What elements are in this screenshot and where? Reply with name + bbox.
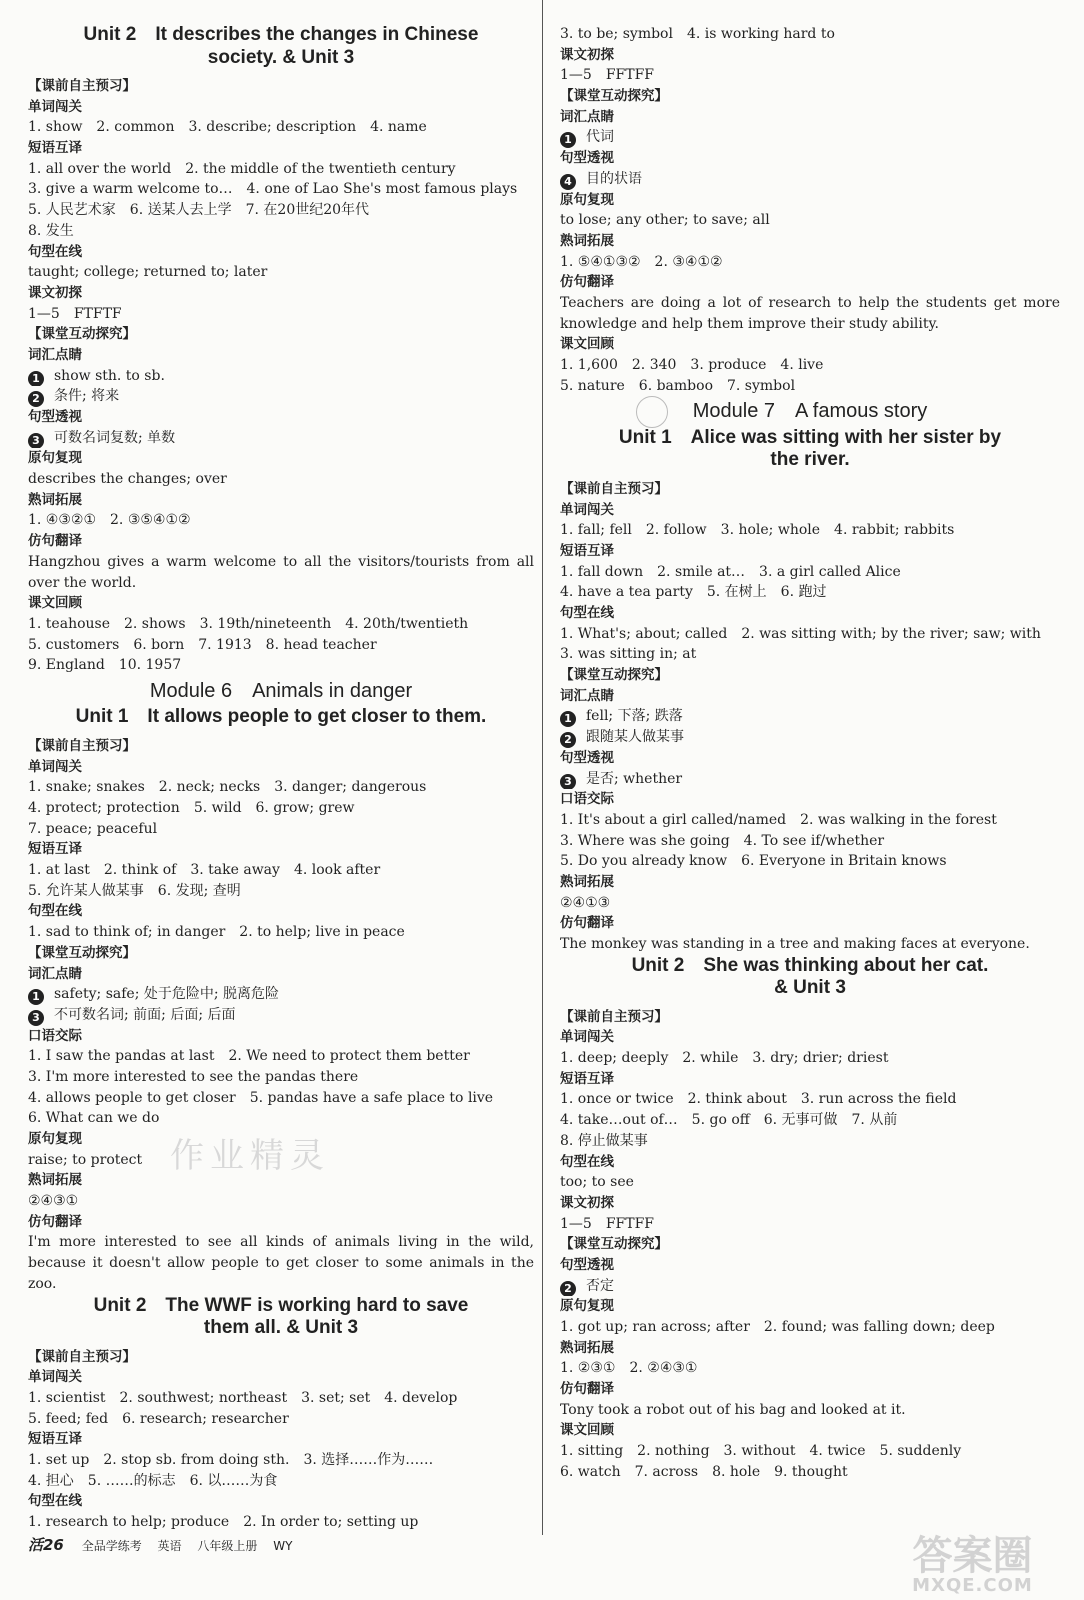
section-header: 【课前自主预习】 — [560, 480, 668, 497]
numbered-answer — [28, 366, 534, 387]
item-number-badge: 2 — [28, 391, 44, 407]
page-footer — [28, 1534, 304, 1555]
answer-line: ②④③① — [28, 1193, 79, 1210]
answer-line: 3. Where was she going 4. To see if/whether — [560, 832, 885, 849]
subsection-label: 词汇点睛 — [28, 965, 82, 982]
answer-line: 5. 人民艺术家 6. 送某人去上学 7. 在20世纪20年代 — [28, 202, 370, 219]
logo-url: MXQE.COM — [912, 1575, 1033, 1596]
subsection-label: 课文回顾 — [560, 336, 614, 353]
answer-line: 1. snake; snakes 2. neck; necks 3. danger; dangerous — [28, 779, 427, 796]
item-number-badge: 1 — [560, 132, 576, 148]
answer-line: 1. at last 2. think of 3. take away 4. look after — [28, 862, 381, 879]
subsection-label: 熟词拓展 — [560, 873, 614, 890]
answer-line: ②④①③ — [560, 894, 611, 911]
answer-line: 1. sad to think of; in danger 2. to help; live in peace — [28, 924, 405, 941]
item-number-badge: 4 — [560, 174, 576, 190]
answer-line: to lose; any other; to save; all — [560, 212, 770, 229]
answer-line: 1—5 FFTFF — [560, 67, 655, 84]
answer-text: 否定 — [586, 1277, 614, 1294]
subsection-label: 短语互译 — [560, 542, 614, 559]
answer-line: 5. feed; fed 6. research; researcher — [28, 1410, 289, 1427]
answer-line: 3. was sitting in; at — [560, 646, 697, 663]
answer-line: 3. to be; symbol 4. is working hard to — [560, 26, 835, 42]
answer-line: 3. give a warm welcome to… 4. one of Lao She's most famous plays — [28, 181, 518, 198]
answer-line: 1. research to help; produce 2. In order to; setting up — [28, 1514, 419, 1531]
grade: 八年级上册 — [197, 1539, 258, 1553]
subsection-label: 熟词拓展 — [560, 1339, 614, 1356]
subsection-label: 单词闯关 — [28, 98, 82, 115]
answer-text: 代词 — [586, 129, 614, 146]
numbered-answer — [28, 428, 534, 449]
subsection-label: 课文初探 — [28, 284, 82, 301]
subsection-label: 课文初探 — [560, 46, 614, 63]
subsection-label: 单词闯关 — [560, 1029, 614, 1046]
subsection-label: 句型透视 — [560, 749, 614, 766]
subsection-label: 课文回顾 — [28, 595, 82, 612]
answer-line: 4. allows people to get closer 5. pandas have a safe place to live — [28, 1089, 494, 1106]
answer-line: 1. fall; fell 2. follow 3. hole; whole 4. rabbit; rabbits — [560, 522, 955, 539]
module-title: Module 6 Animals in danger — [149, 679, 413, 702]
left-column — [28, 24, 534, 1533]
right-column — [560, 24, 1060, 1483]
answer-text: 不可数名词; 前面; 后面; 后面 — [54, 1006, 236, 1023]
answer-text: safety; safe; 处于危险中; 脱离危险 — [54, 986, 280, 1003]
answer-line: 6. What can we do — [28, 1110, 160, 1127]
subsection-label: 句型透视 — [560, 1256, 614, 1273]
answer-text: show sth. to sb. — [54, 367, 165, 384]
subsection-label: 句型透视 — [28, 409, 82, 425]
section-header: 【课前自主预习】 — [560, 1008, 668, 1025]
answer-line: Tony took a robot out of his bag and looked at it. — [560, 1401, 906, 1418]
item-number-badge: 1 — [28, 989, 44, 1005]
answer-paragraph: Hangzhou gives a warm welcome to all the visitors/tourists from all over the world. — [28, 553, 534, 591]
stamp-mark — [636, 396, 668, 428]
answer-line: 1. all over the world 2. the middle of the twentieth century — [28, 160, 456, 177]
answer-line: 1—5 FFTFF — [560, 1215, 655, 1232]
answer-line: 1—5 FTFTF — [28, 305, 122, 322]
answer-line: 8. 停止做某事 — [560, 1132, 648, 1149]
subsection-label: 词汇点睛 — [28, 346, 82, 363]
answer-text: 条件; 将来 — [54, 388, 120, 405]
answer-line: 5. customers 6. born 7. 1913 8. head teacher — [28, 636, 377, 653]
column-divider — [542, 0, 543, 1535]
subsection-label: 句型在线 — [28, 1493, 82, 1510]
answer-line: 1. It's about a girl called/named 2. was walking in the forest — [560, 811, 997, 828]
numbered-answer — [560, 127, 1060, 148]
book-name: 全品学练考 — [81, 1539, 142, 1553]
numbered-answer — [560, 1276, 1060, 1297]
numbered-answer — [560, 727, 1060, 748]
numbered-answer — [560, 169, 1060, 190]
answer-text: fell; 下落; 跌落 — [586, 708, 683, 725]
numbered-answer — [28, 1005, 534, 1026]
section-header: 【课堂互动探究】 — [560, 1236, 668, 1253]
numbered-answer — [560, 769, 1060, 790]
answer-line: 1. sitting 2. nothing 3. without 4. twice 5. suddenly — [560, 1443, 962, 1460]
subsection-label: 口语交际 — [560, 791, 614, 808]
subsection-label: 仿句翻译 — [560, 274, 614, 291]
item-number-badge: 2 — [560, 1281, 576, 1297]
module-title: Module 7 A famous story — [692, 400, 928, 423]
subsection-label: 短语互译 — [28, 841, 82, 858]
section-header: 【课前自主预习】 — [28, 1348, 136, 1365]
subsection-label: 口语交际 — [28, 1027, 82, 1044]
subsection-label: 原句复现 — [28, 450, 82, 467]
answer-paragraph: I'm more interested to see all kinds of animals living in the wild, because it doesn't allow people to get closer to some animals in the zoo. — [28, 1234, 534, 1292]
subsection-label: 句型透视 — [560, 150, 614, 167]
answer-text: 可数名词复数; 单数 — [54, 429, 176, 446]
subsection-label: 熟词拓展 — [560, 232, 614, 249]
subsection-label: 仿句翻译 — [560, 1381, 614, 1398]
unit-title: Unit 1 It allows people to get closer to them. — [75, 706, 487, 728]
answer-line: 9. England 10. 1957 — [28, 657, 182, 674]
numbered-answer — [28, 984, 534, 1005]
section-header: 【课堂互动探究】 — [560, 88, 668, 105]
site-logo — [870, 1535, 1075, 1595]
subsection-label: 熟词拓展 — [28, 491, 82, 508]
subsection-label: 单词闯关 — [28, 758, 82, 775]
subsection-label: 课文初探 — [560, 1194, 614, 1211]
section-header: 【课堂互动探究】 — [560, 667, 668, 684]
answer-line: 1. once or twice 2. think about 3. run across the field — [560, 1091, 957, 1108]
subsection-label: 原句复现 — [560, 1298, 614, 1315]
section-header: 【课堂互动探究】 — [28, 944, 136, 961]
unit-title: Unit 2 It describes the changes in Chinese society. & Unit 3 — [83, 24, 479, 68]
answer-line: 4. protect; protection 5. wild 6. grow; grew — [28, 800, 355, 817]
subsection-label: 句型在线 — [560, 1153, 614, 1170]
answer-line: 3. I'm more interested to see the pandas there — [28, 1068, 359, 1085]
answer-paragraph: Teachers are doing a lot of research to help the students get more knowledge and help them improve their study ability. — [560, 294, 1060, 332]
answer-line: 7. peace; peaceful — [28, 820, 158, 837]
answer-line: The monkey was standing in a tree and making faces at everyone. — [560, 936, 1030, 953]
subject: 英语 — [157, 1539, 182, 1553]
answer-line: 5. Do you already know 6. Everyone in Britain knows — [560, 853, 947, 870]
answer-line: 1. ②③① 2. ②④③① — [560, 1360, 698, 1377]
answer-line: 4. take…out of… 5. go off 6. 无事可做 7. 从前 — [560, 1112, 898, 1129]
item-number-badge: 3 — [28, 1010, 44, 1026]
answer-line: 1. ④③②① 2. ③⑤④①② — [28, 512, 191, 529]
answer-line: 1. set up 2. stop sb. from doing sth. 3. 选择……作为…… — [28, 1452, 434, 1469]
logo-text: 答案圈 — [912, 1533, 1033, 1579]
item-number-badge: 1 — [560, 711, 576, 727]
section-header: 【课前自主预习】 — [28, 737, 136, 754]
unit-title: Unit 1 Alice was sitting with her sister by the river. — [618, 426, 1002, 471]
subsection-label: 原句复现 — [28, 1131, 82, 1148]
answer-text: 目的状语 — [586, 170, 642, 187]
answer-line: 1. 1,600 2. 340 3. produce 4. live — [560, 357, 824, 374]
item-number-badge: 2 — [560, 732, 576, 748]
answer-line: 1. What's; about; called 2. was sitting with; by the river; saw; with — [560, 625, 1041, 642]
subsection-label: 句型在线 — [28, 243, 82, 260]
answer-line: 1. teahouse 2. shows 3. 19th/nineteenth 4. 20th/twentieth — [28, 615, 469, 632]
subsection-label: 句型在线 — [560, 605, 614, 622]
numbered-answer — [560, 706, 1060, 727]
item-number-badge: 3 — [28, 433, 44, 449]
answer-line: 5. nature 6. bamboo 7. symbol — [560, 377, 796, 394]
section-header: 【课堂互动探究】 — [28, 326, 136, 343]
answer-line: 1. deep; deeply 2. while 3. dry; drier; driest — [560, 1050, 889, 1067]
answer-text: 是否; whether — [586, 770, 683, 787]
answer-line: describes the changes; over — [28, 471, 227, 488]
answer-line: 1. got up; ran across; after 2. found; was falling down; deep — [560, 1319, 995, 1336]
subsection-label: 短语互译 — [28, 1431, 82, 1448]
subsection-label: 原句复现 — [560, 191, 614, 208]
page-number: 活26 — [28, 1536, 64, 1554]
item-number-badge: 3 — [560, 774, 576, 790]
answer-line: 6. watch 7. across 8. hole 9. thought — [560, 1463, 848, 1480]
watermark: 作业精灵 — [170, 1136, 330, 1176]
answer-text: 跟随某人做某事 — [586, 729, 684, 746]
subsection-label: 单词闯关 — [560, 501, 614, 518]
answer-line: raise; to protect — [28, 1151, 143, 1168]
answer-line: taught; college; returned to; later — [28, 264, 268, 281]
edition: WY — [273, 1539, 293, 1553]
subsection-label: 仿句翻译 — [28, 533, 82, 550]
subsection-label: 句型在线 — [28, 903, 82, 920]
subsection-label: 仿句翻译 — [28, 1213, 82, 1230]
answer-line: 1. show 2. common 3. describe; description 4. name — [28, 119, 427, 136]
unit-title: Unit 2 She was thinking about her cat. & Unit 3 — [631, 954, 989, 999]
answer-line: 8. 发生 — [28, 222, 74, 239]
subsection-label: 单词闯关 — [28, 1369, 82, 1386]
unit-title: Unit 2 The WWF is working hard to save them all. & Unit 3 — [93, 1294, 469, 1339]
subsection-label: 词汇点睛 — [560, 687, 614, 704]
answer-line: 1. ⑤④①③② 2. ③④①② — [560, 253, 723, 270]
answer-line: 1. fall down 2. smile at… 3. a girl called Alice — [560, 563, 901, 580]
answer-line: 5. 允许某人做某事 6. 发现; 查明 — [28, 882, 241, 899]
answer-line: 4. 担心 5. ……的标志 6. 以……为食 — [28, 1472, 278, 1489]
answer-line: too; to see — [560, 1174, 634, 1191]
section-header: 【课前自主预习】 — [28, 78, 136, 94]
answer-line: 4. have a tea party 5. 在树上 6. 跑过 — [560, 584, 827, 601]
subsection-label: 课文回顾 — [560, 1422, 614, 1439]
answer-line: 1. scientist 2. southwest; northeast 3. set; set 4. develop — [28, 1389, 458, 1406]
answer-line: 1. I saw the pandas at last 2. We need to protect them better — [28, 1048, 470, 1065]
subsection-label: 仿句翻译 — [560, 915, 614, 932]
subsection-label: 词汇点睛 — [560, 108, 614, 125]
subsection-label: 短语互译 — [560, 1070, 614, 1087]
subsection-label: 熟词拓展 — [28, 1172, 82, 1189]
item-number-badge: 1 — [28, 371, 44, 387]
subsection-label: 短语互译 — [28, 140, 82, 157]
numbered-answer — [28, 386, 534, 407]
